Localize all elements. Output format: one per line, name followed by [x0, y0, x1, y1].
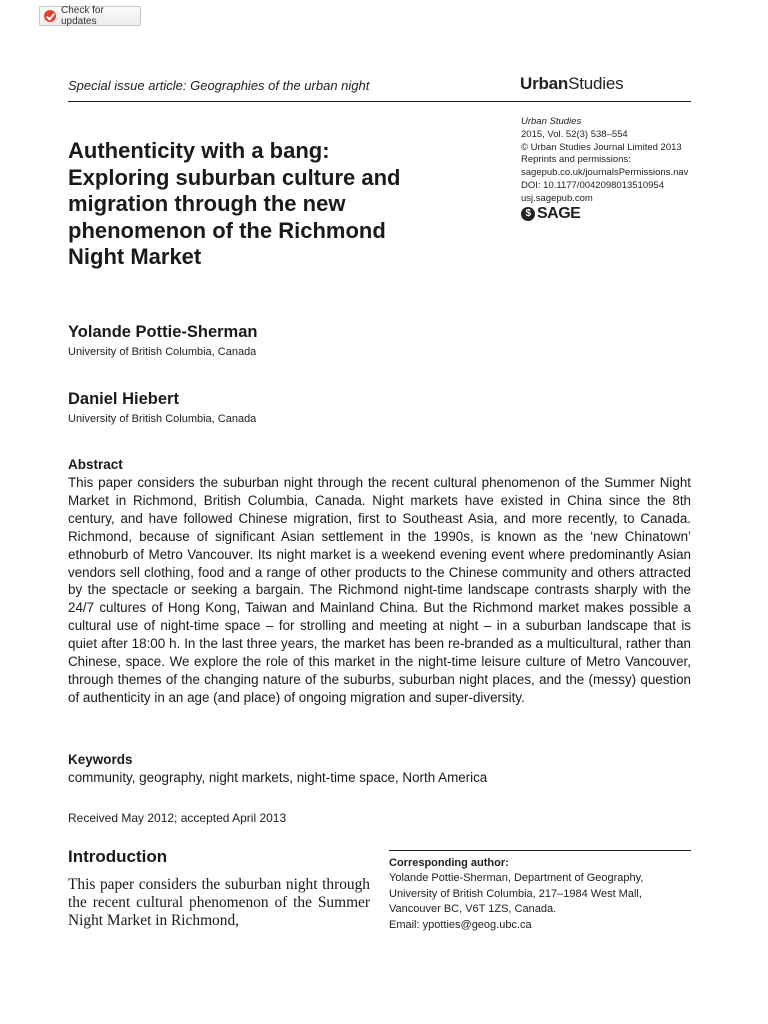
meta-volume: 2015, Vol. 52(3) 538–554 [521, 128, 628, 140]
meta-permissions-link[interactable]: sagepub.co.uk/journalsPermissions.nav [521, 167, 689, 179]
corresponding-heading: Corresponding author: [389, 857, 509, 869]
meta-journal-url[interactable]: usj.sagepub.com [521, 192, 593, 204]
meta-copyright: © Urban Studies Journal Limited 2013 [521, 141, 682, 153]
title-line: Night Market [68, 244, 202, 269]
check-for-updates-label: Check for updates [61, 5, 104, 27]
check-for-updates-button[interactable] [39, 6, 141, 26]
corresponding-email-link[interactable]: Email: ypotties@geog.ubc.ca [389, 918, 532, 931]
corresponding-rule [389, 850, 691, 851]
journal-logo-bold: Urban [520, 74, 569, 93]
author-affiliation: University of British Columbia, Canada [68, 346, 257, 358]
meta-reprints: Reprints and permissions: [521, 154, 631, 166]
received-dates: Received May 2012; accepted April 2013 [68, 811, 287, 825]
corresponding-line: Vancouver BC, V6T 1ZS, Canada. [389, 903, 557, 916]
title-line: Exploring suburban culture and [68, 164, 401, 190]
article-title [68, 138, 488, 271]
corresponding-line: University of British Columbia, 217–1984 West Mall, [389, 887, 642, 900]
journal-logo-light: Studies [568, 74, 624, 93]
abstract-heading: Abstract [68, 457, 123, 472]
author-name: Daniel Hiebert [68, 390, 179, 408]
keywords-text: community, geography, night markets, night-time space, North America [68, 770, 488, 785]
keywords-heading: Keywords [68, 752, 133, 767]
corresponding-author-block [389, 856, 699, 933]
abstract-text: This paper considers the suburban night through the recent cultural phenomenon of the Summer Night Market in Richmond, British Columbia, Canada. Night markets have existed in China since the 8th century, and have followed Chinese migration, first to Southeast Asia, and more recently, to Canada. Richmond, because of significant Asian settlement in the 1990s, is known as the ‘new Chinatown’ ethnoburb of Metro Vancouver. Its night market is a weekend evening event where predominantly Asian vendors sell clothing, food and a range of other products to the Chinese community and others attracted by the spectacle or seeking a bargain. The Richmond night-time landscape contrasts sharply with the 24/7 cultures of Hong Kong, Taiwan and Mainland China. But the Richmond market makes possible a cultural use of night-time space – for strolling and meeting at night – in a suburban landscape that is quiet after 18:00 h. In the last three years, the market has been re-branded as a multicultural, rather than Chinese, space. We explore the role of this market in the night-time leisure culture of Metro Vancouver, through themes of the changing nature of the suburbs, suburban night places, and the (messy) question of authenticity in an age (and place) of ongoing migration and super-diversity. [68, 475, 691, 705]
header-rule [68, 101, 691, 102]
title-line: migration through the new [68, 191, 346, 216]
check-for-updates-icon [44, 10, 56, 22]
meta-journal-title: Urban Studies [521, 116, 582, 127]
publisher-logo [521, 205, 580, 223]
corresponding-line: Yolande Pottie-Sherman, Department of Geography, [389, 872, 644, 885]
meta-doi[interactable]: DOI: 10.1177/0042098013510954 [521, 179, 664, 191]
title-line: Authenticity with a bang: [68, 138, 330, 163]
journal-metadata [521, 116, 688, 206]
title-line: phenomenon of the Richmond [68, 217, 386, 243]
publisher-name: SAGE [537, 205, 581, 222]
journal-logo [520, 74, 623, 94]
sage-logo-icon: $ [521, 207, 535, 221]
introduction-heading: Introduction [68, 847, 168, 866]
author-affiliation: University of British Columbia, Canada [68, 413, 257, 425]
introduction-text: This paper considers the suburban night through the recent cultural phenomenon of the Summer Night Market in Richmond, [68, 876, 370, 929]
author-name: Yolande Pottie-Sherman [68, 323, 258, 341]
article-type-label: Special issue article: Geographies of the urban night [68, 78, 370, 93]
